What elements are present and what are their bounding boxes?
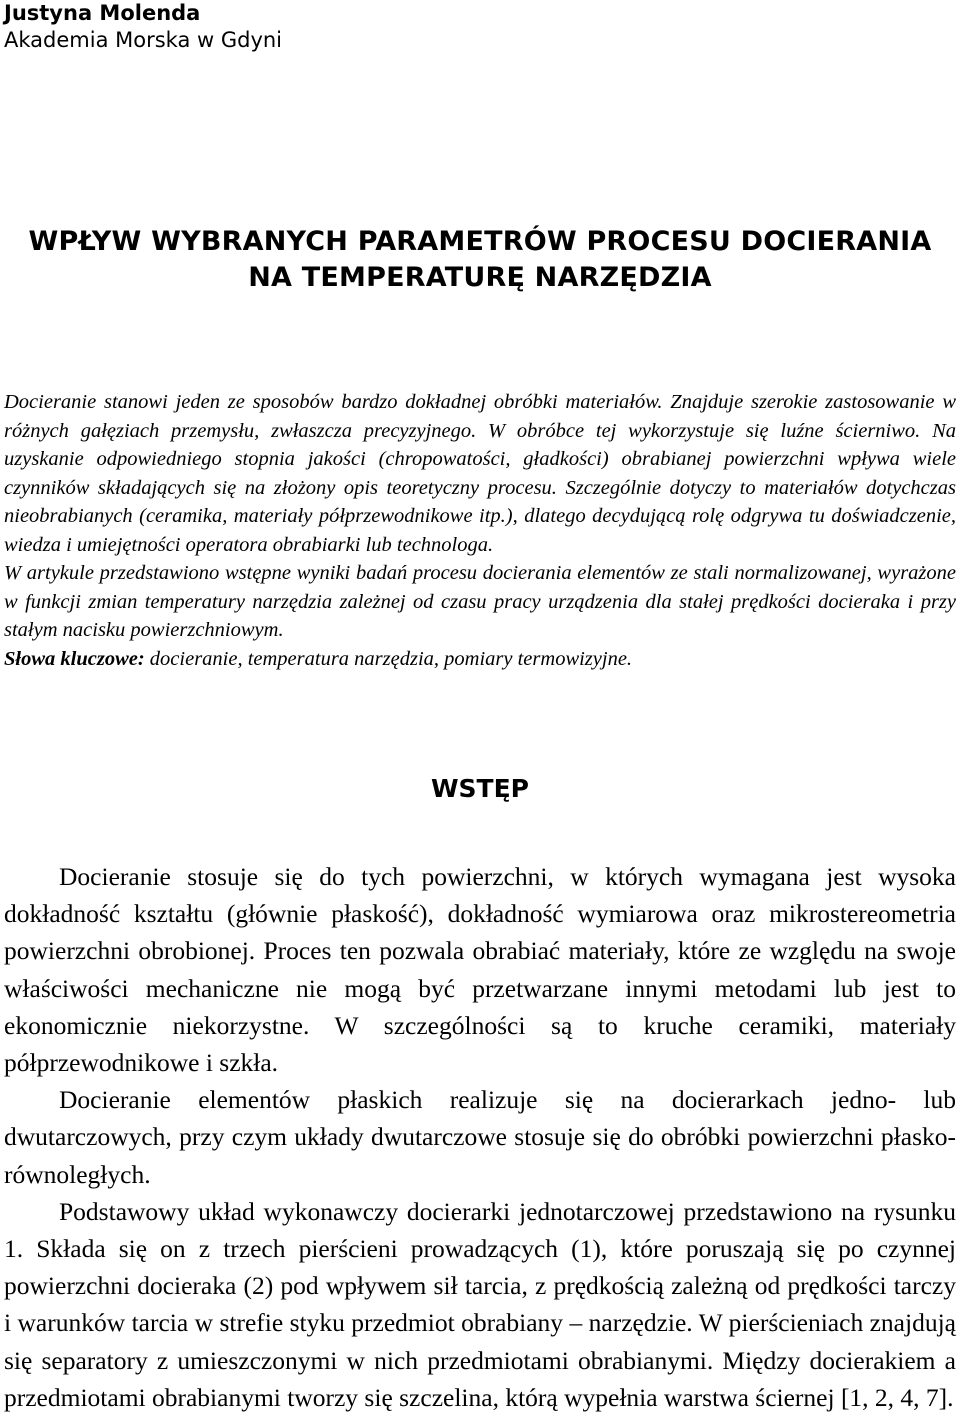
keywords-text: docieranie, temperatura narzędzia, pomiary termowizyjne. — [144, 647, 633, 670]
author-affiliation: Akademia Morska w Gdyni — [4, 28, 283, 52]
body-paragraph-2: Docieranie elementów płaskich realizuje się na docierarkach jedno- lub dwutarczowych, przy czym układy dwutarczowe stosuje się do obróbki powierzchni płasko-równoległych. — [4, 1085, 956, 1189]
author-block — [4, 0, 282, 54]
paper-title — [0, 224, 960, 296]
keywords-line — [4, 645, 956, 674]
title-line-1: WPŁYW WYBRANYCH PARAMETRÓW PROCESU DOCIERANIA — [28, 226, 932, 257]
author-name: Justyna Molenda — [4, 1, 201, 25]
abstract-paragraph-2: W artykule przedstawiono wstępne wyniki badań procesu docierania elementów ze stali normalizowanej, wyrażone w funkcji zmian temperatury narzędzia zależnej od czasu pracy urządzenia dla stałej prędkości docieraka i przy stałym nacisku powierzchniowym. — [4, 562, 956, 641]
body-paragraph-3: Podstawowy układ wykonawczy docierarki jednotarczowej przedstawiono na rysunku 1. Składa się on z trzech pierścieni prowadzących (1), które poruszają się po czynnej powierzchni docieraka (2) pod wpływem sił tarcia, z prędkością zależną od prędkości tarczy i warunków tarcia w strefie styku przedmiot obrabiany – narzędzie. W pierścieniach znajdują się separatory z umieszczonymi w nich przedmiotami obrabianymi. Między docierakiem a przedmiotami obrabianymi tworzy się szczelina, którą wypełnia warstwa ściernej [1, 2, 4, 7]. — [4, 1196, 956, 1412]
section-heading: WSTĘP — [430, 774, 530, 803]
body-paragraph-1: Docieranie stosuje się do tych powierzchni, w których wymagana jest wysoka dokładność kształtu (głównie płaskość), dokładność wymiarowa oraz mikrostereometria powierzchni obrobionej. Proces ten pozwala obrabiać materiały, które ze względu na swoje właściwości mechaniczne nie mogą być przetwarzane innymi metodami lub jest to ekonomicznie niekorzystne. W szczególności są to kruche ceramiki, materiały półprzewodnikowe i szkła. — [4, 862, 956, 1078]
keywords-label: Słowa kluczowe: — [4, 647, 145, 670]
body-text — [4, 858, 956, 1416]
abstract — [4, 388, 956, 673]
abstract-paragraph-1: Docieranie stanowi jeden ze sposobów bardzo dokładnej obróbki materiałów. Znajduje szerokie zastosowanie w różnych gałęziach przemysłu, zwłaszcza precyzyjnego. W obróbce tej wykorzystuje się luźne ścierniwo. Na uzyskanie odpowiedniego stopnia jakości (chropowatości, gładkości) obrabianej powierzchni wpływa wiele czynników składających się na złożony opis teoretyczny procesu. Szczególnie dotyczy to materiałów dotychczas nieobrabianych (ceramika, materiały półprzewodnikowe itp.), dlatego decydującą rolę odgrywa tu doświadczenie, wiedza i umiejętności operatora obrabiarki lub technologa. — [4, 391, 956, 556]
title-line-2: NA TEMPERATURĘ NARZĘDZIA — [248, 262, 712, 293]
